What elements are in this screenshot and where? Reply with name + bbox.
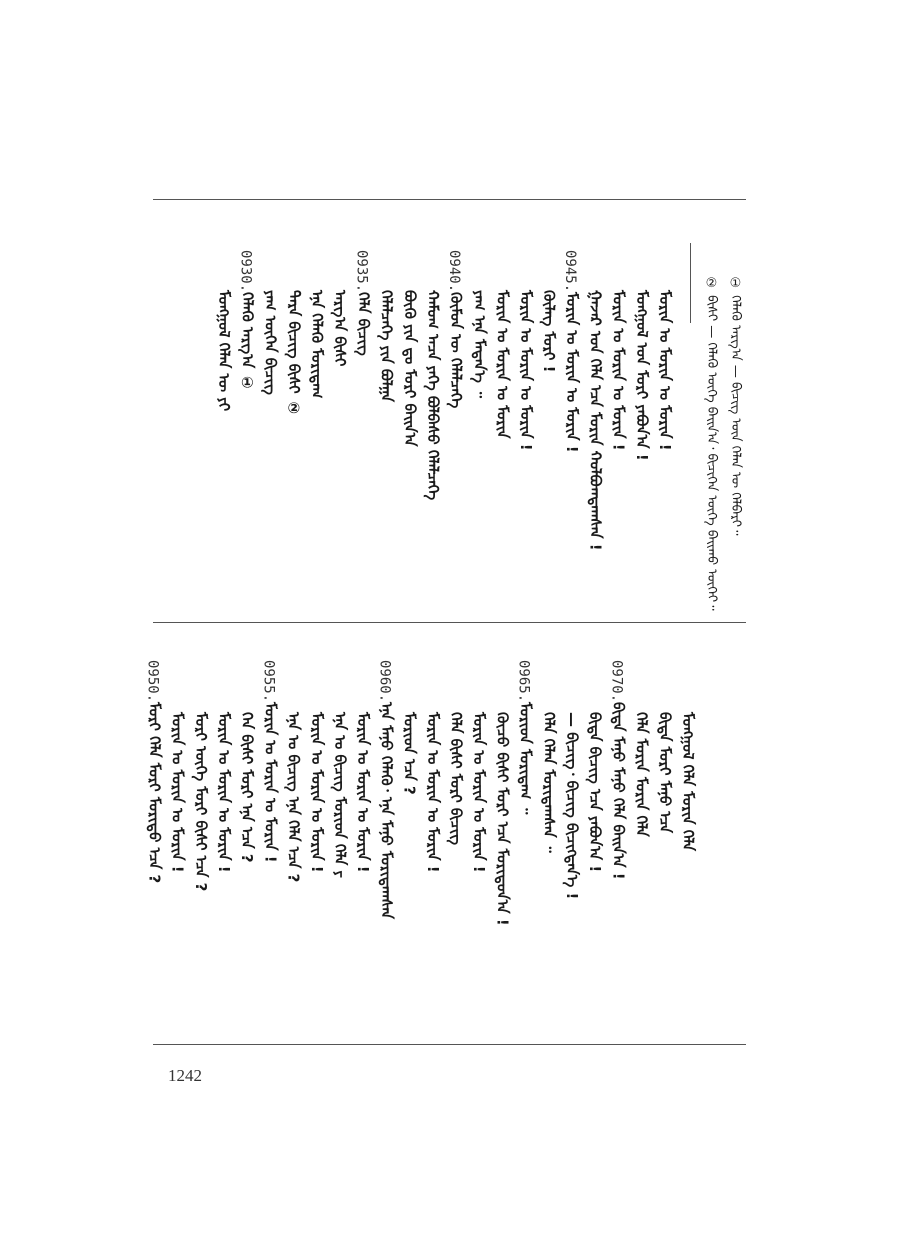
middle-rule [153,622,746,623]
verse-line: ᠮᠣᠷᠢᠨ ᠣ ᠮᠣᠷᠢᠨ ᠣ ᠮᠣᠷᠢᠨ [493,290,512,439]
line-number: 0965. [515,660,532,703]
footnote-text: ᠪᠢᠰᠢ — ᠬᠡᠯᠡᠬᠦ ᠦᠭᠡ ᠪᠠᠢᠨ᠎ᠠ᠂ ᠪᠢᠴᠢᠭᠡᠨ ᠦᠭᠡ ᠪᠠᠢᠬᠤ ᠦᠭᠡᠢ᠃ [704,295,719,611]
verse-line: ᠬᠠᠮᠤᠭ ᠠᠴᠠ ᠶᠡᠬᠡ ᠪᠣᠯᠪᠠᠰᠤ ᠬᠡᠯᠡᠯᠴᠡᠭᠡ [424,290,442,501]
verse-line: ᠮᠣᠷᠢᠨ ᠣ ᠮᠣᠷᠢᠨ ᠣ ᠮᠣᠷᠢᠨ ! [656,290,674,451]
verse-line: ᠶᠠᠭ ᠡᠨᠡ ᠮᠡᠳᠡᠨ᠎ᠡ ᠃ [470,290,489,398]
verse-line: ᠬᠡᠯᠡᠬᠦ ᠠᠷᠭ᠎ᠠ ① [238,292,257,392]
verse-line: ᠮᠣᠩᠭᠣᠯ ᠤᠨ ᠮᠣᠷᠢ ᠶᠠᠪᠤᠨ᠎ᠠ ! [632,290,651,461]
verse-line: ᠪᠢᠳᠡ ᠮᠠᠨᠤ ᠮᠠᠨᠤ ᠬᠡᠯᠡ ᠪᠠᠢᠨ᠎ᠠ ! [609,702,628,880]
verse-line: ᠮᠣᠷᠢᠨ ᠣ ᠮᠣᠷᠢᠨ ᠣ ᠮᠣᠷᠢᠨ ! [307,712,326,873]
line-number: 0930. [237,250,254,293]
line-number: 0945. [562,250,579,293]
verse-line: ᠮᠣᠩᠭᠣᠯ ᠬᠡᠯᠡᠨ ᠦ ᠶᠢ [215,290,234,412]
page-number: 1242 [168,1066,202,1085]
verse-line: ᠮᠣᠷᠢᠨ ᠣ ᠮᠣᠷᠢᠨ ᠣ ᠮᠣᠷᠢᠨ ! [168,712,187,873]
verse-line: ᠮᠣᠷᠢᠨ ᠣ ᠮᠣᠷᠢᠨ ᠣ ᠮᠣᠷᠢᠨ ! [261,702,280,863]
verse-line: ᠬᠦᠴᠦ ᠪᠢᠰᠢ ᠮᠣᠷᠢ ᠡᠴᠡ ᠮᠣᠷᠢᠳᠤᠨ᠎ᠠ ! [493,712,512,926]
footnote-1 [728,276,743,536]
verse-line: ᠬᠡᠯᠡ ᠬᠡᠯᠡᠨ ᠮᠣᠷᠢᠳᠠᠭᠰᠠᠨ ᠃ [539,712,558,853]
footnote-separator [690,243,691,323]
verse-line: ᠬᠡᠯᠡᠯᠴᠡᠭᠡ ᠶᠢᠨ ᠪᠣᠯᠭᠠ [377,290,396,403]
verse-line: ᠮᠣᠷᠢᠨ ᠣ ᠮᠣᠷᠢᠨ ᠣ ᠮᠣᠷᠢᠨ ! [516,290,535,451]
line-number: 0960. [376,660,393,703]
verse-line: ᠬᠡᠯᠡ ᠮᠣᠷᠢᠨ ᠮᠣᠷᠢᠨ ᠬᠡᠯᠡ [632,712,651,837]
verse-line: ᠮᠣᠷᠢᠳ ᠮᠣᠷᠢᠳᠠᠭ ᠃ [516,702,535,815]
verse-line: ᠮᠣᠷᠢ ᠬᠡᠯᠡ ᠮᠣᠷᠢ ᠮᠣᠷᠢᠳᠤ ᠡᠴᠡ ? [145,702,164,884]
verse-line: ᠮᠣᠷᠢᠨ ᠣ ᠮᠣᠷᠢᠨ ᠣ ᠮᠣᠷᠢᠨ ! [423,712,442,873]
verse-line: ᠮᠣᠷᠢᠨ ᠣ ᠮᠣᠷᠢᠨ ᠣ ᠮᠣᠷᠢᠨ ! [609,290,628,451]
verse-line: ᠮᠣᠷᠢᠳ ᠡᠴᠡ ? [400,712,419,795]
verse-line: ᠮᠣᠷᠢᠨ ᠣ ᠮᠣᠷᠢᠨ ᠣ ᠮᠣᠷᠢᠨ ! [563,292,582,453]
verse-line: ᠡᠨᠡ ᠣ ᠪᠢᠴᠢᠭ ᠮᠣᠷᠢᠳ ᠬᠡᠯᠡ ᠶ [331,712,349,878]
line-number: 0940. [446,250,463,293]
verse-line: ᠪᠢᠳᠡ ᠪᠢᠴᠢᠭ ᠡᠴᠡ ᠶᠠᠪᠤᠨ᠎ᠠ ! [586,712,605,873]
line-number: 0935. [353,250,370,293]
verse-line: ᠪᠢᠳᠡ ᠮᠣᠷᠢ ᠮᠠᠨᠤ ᠡᠴᠡ [655,712,674,834]
verse-line: ᠮᠣᠷᠢᠨ ᠣ ᠮᠣᠷᠢᠨ ᠣ ᠮᠣᠷᠢᠨ ! [470,712,489,873]
verse-line: ᠡᠨᠡ ᠣ ᠪᠢᠴᠢᠭ ᠡᠨᠡ ᠬᠡᠯᠡ ᠡᠴᠡ ? [284,712,303,883]
verse-line: ᠲᠡᠷᠡ ᠪᠢᠴᠢᠭ ᠪᠢᠰᠢ ② [284,290,303,417]
footnote-mark: ① [728,276,743,291]
verse-line: ᠠᠷᠭ᠎ᠠ ᠪᠢᠰᠢ [331,290,350,367]
footnote-text: ᠬᠡᠯᠡᠬᠦ ᠠᠷᠭ᠎ᠠ — ᠪᠢᠴᠢᠭ ᠦᠨ ᠬᠡᠯᠡᠨ ᠦ ᠬᠡᠯᠪᠡᠷᠢ᠃ [728,295,743,536]
bottom-rule [153,1044,746,1045]
verse-line: ᠬᠦᠯᠡᠭ ᠮᠣᠷᠢ ! [540,290,558,373]
line-number: 0970. [608,660,625,703]
line-number: 0955. [260,660,277,703]
verse-line: — ᠪᠢᠴᠢᠭ᠂ ᠪᠢᠴᠢᠭ ᠪᠢᠴᠢᠭᠳᠡᠨ᠎ᠡ ! [563,712,581,900]
verse-line: ᠮᠣᠩᠭᠣᠯ ᠬᠡᠯᠡ ᠮᠣᠷᠢᠨ ᠬᠡᠯᠡ [679,712,697,852]
verse-line: ᠭᠠᠵᠠᠷ ᠤᠨ ᠬᠡᠯᠡ ᠡᠴᠡ ᠮᠣᠷᠢᠨ ᠬᠣᠯᠪᠣᠭᠳᠠᠭᠰᠠᠨ ! [586,290,605,551]
verse-line: ᠡᠨᠡ ᠬᠡᠯᠡᠬᠦ ᠮᠣᠷᠢᠳᠠᠭ [308,290,326,399]
verse-line: ᠬᠡᠯᠡ ᠪᠢᠴᠢᠭ [354,292,373,356]
line-number: 0950. [144,660,161,703]
verse-line: ᠮᠣᠷᠢᠨ ᠣ ᠮᠣᠷᠢᠨ ᠣ ᠮᠣᠷᠢᠨ ! [215,712,233,873]
footnote-2 [704,276,719,611]
verse-line: ᠶᠠᠭ ᠦᠭᠡᠨ ᠪᠢᠴᠢᠭ [261,290,280,395]
verse-line: ᠡᠨᠡ ᠮᠠᠨᠤ ᠬᠡᠯᠡᠬᠦ᠂ ᠡᠨᠡ ᠮᠠᠨᠤ ᠮᠣᠷᠢᠳᠠᠭᠰᠠᠨ [377,702,396,920]
top-rule [153,199,746,200]
verse-line: ᠮᠣᠷᠢᠨ ᠣ ᠮᠣᠷᠢᠨ ᠣ ᠮᠣᠷᠢᠨ ! [354,712,373,873]
verse-line: ᠬᠦᠮᠦᠨ ᠦ ᠬᠡᠯᠡᠯᠴᠡᠭᠡ [447,292,466,409]
verse-line: ᠬᠡᠯᠡ ᠪᠢᠰᠢ ᠮᠣᠷᠢ ᠪᠢᠴᠢᠭ [447,712,465,846]
verse-line: ᠬᠡᠨ ᠪᠢᠰᠢ ᠮᠣᠷᠢ ᠡᠨᠡ ᠡᠴᠡ ? [238,712,257,863]
verse-line: ᠪᠦᠬᠦ ᠶᠢᠨ ᠳᠤ ᠮᠣᠷᠢ ᠪᠠᠢᠨ᠎ᠠ [400,290,419,447]
footnote-mark: ② [704,276,719,291]
verse-line: ᠮᠣᠷᠢ ᠦᠭᠡ ᠮᠣᠷᠢ ᠪᠢᠰᠢ ᠡᠴᠡ ? [191,712,210,892]
